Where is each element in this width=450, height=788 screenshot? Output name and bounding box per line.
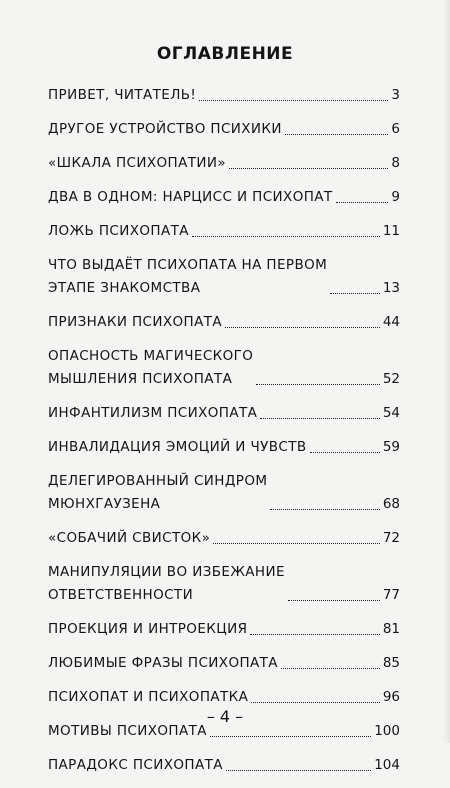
toc-page-number: 11 bbox=[382, 223, 400, 239]
dot-leader bbox=[229, 168, 388, 169]
toc-page-number: 9 bbox=[391, 189, 400, 205]
toc-page-number: 77 bbox=[382, 587, 400, 603]
toc-entry[interactable] bbox=[48, 561, 400, 607]
dot-leader bbox=[260, 418, 380, 419]
dot-leader bbox=[256, 384, 379, 385]
dot-leader bbox=[250, 634, 379, 635]
toc-page-number: 44 bbox=[382, 314, 400, 330]
toc-page-number: 85 bbox=[382, 655, 400, 671]
toc-entry[interactable] bbox=[48, 254, 400, 300]
dot-leader bbox=[199, 100, 388, 101]
toc-entry-title: ЧТО ВЫДАЁТ ПСИХОПАТА НА ПЕРВОМ ЭТАПЕ ЗНАКОМСТВА bbox=[48, 257, 328, 296]
toc-page-number: 13 bbox=[382, 280, 400, 296]
toc-entry-title: «ШКАЛА ПСИХОПАТИИ» bbox=[48, 155, 227, 171]
toc-page-number: 100 bbox=[374, 723, 400, 739]
toc-page-number: 104 bbox=[374, 757, 400, 773]
toc-entry-title: ЛЮБИМЫЕ ФРАЗЫ ПСИХОПАТА bbox=[48, 655, 278, 671]
dot-leader bbox=[251, 702, 380, 703]
toc-page-number: 54 bbox=[382, 405, 400, 421]
toc-entry-title: ПРИВЕТ, ЧИТАТЕЛЬ! bbox=[48, 87, 197, 103]
toc-entry[interactable] bbox=[48, 311, 400, 334]
toc-entry-title: ПСИХОПАТ И ПСИХОПАТКА bbox=[48, 689, 249, 705]
toc-entry-title: ЛОЖЬ ПСИХОПАТА bbox=[48, 223, 189, 239]
toc-page-number: 6 bbox=[391, 121, 400, 137]
toc-entry[interactable] bbox=[48, 527, 400, 550]
toc-page-number: 52 bbox=[382, 371, 400, 387]
page-title: ОГЛАВЛЕНИЕ bbox=[156, 44, 294, 64]
toc-page-number: 96 bbox=[382, 689, 400, 705]
toc-entry-title: МОТИВЫ ПСИХОПАТА bbox=[48, 723, 207, 739]
toc-entry-title: МАНИПУЛЯЦИИ ВО ИЗБЕЖАНИЕ ОТВЕТСТВЕННОСТИ bbox=[48, 564, 285, 603]
toc-entry[interactable] bbox=[48, 84, 400, 107]
toc-page-number: 81 bbox=[382, 621, 400, 637]
toc-page-number: 68 bbox=[382, 496, 400, 512]
dot-leader bbox=[192, 236, 380, 237]
toc-entry[interactable] bbox=[48, 345, 400, 391]
dot-leader bbox=[210, 736, 371, 737]
toc-entry[interactable] bbox=[48, 152, 400, 175]
toc-entry[interactable] bbox=[48, 436, 400, 459]
dot-leader bbox=[213, 543, 380, 544]
dot-leader bbox=[336, 202, 389, 203]
toc-entry-title: ПРОЕКЦИЯ И ИНТРОЕКЦИЯ bbox=[48, 621, 248, 637]
dot-leader bbox=[281, 668, 380, 669]
toc-page-number: 3 bbox=[391, 87, 400, 103]
dot-leader bbox=[226, 770, 371, 771]
toc-entry-title: ДРУГОЕ УСТРОЙСТВО ПСИХИКИ bbox=[48, 121, 282, 137]
toc-entry[interactable] bbox=[48, 652, 400, 675]
toc-page-number: 8 bbox=[391, 155, 400, 171]
toc-entry[interactable] bbox=[48, 618, 400, 641]
dot-leader bbox=[285, 134, 388, 135]
toc-entry[interactable] bbox=[48, 754, 400, 777]
toc-entry-title: ДВА В ОДНОМ: НАРЦИСС И ПСИХОПАТ bbox=[48, 189, 333, 205]
dot-leader bbox=[310, 452, 380, 453]
toc-entry-title: ИНФАНТИЛИЗМ ПСИХОПАТА bbox=[48, 405, 258, 421]
dot-leader bbox=[330, 293, 380, 294]
toc-entry-title: «СОБАЧИЙ СВИСТОК» bbox=[48, 530, 211, 546]
toc-entry-title: ДЕЛЕГИРОВАННЫЙ СИНДРОМ МЮНХГАУЗЕНА bbox=[48, 473, 268, 512]
toc-entry[interactable] bbox=[48, 118, 400, 141]
toc-entry[interactable] bbox=[48, 220, 400, 243]
toc-entry-title: ОПАСНОСТЬ МАГИЧЕСКОГО МЫШЛЕНИЯ ПСИХОПАТА bbox=[48, 348, 254, 387]
toc-entry[interactable] bbox=[48, 686, 400, 709]
toc-entry[interactable] bbox=[48, 470, 400, 516]
page-number-footer: – 4 – bbox=[206, 707, 244, 726]
dot-leader bbox=[288, 600, 380, 601]
toc-entry[interactable] bbox=[48, 186, 400, 209]
toc-page-number: 72 bbox=[382, 530, 400, 546]
dot-leader bbox=[225, 327, 380, 328]
toc-entry[interactable] bbox=[48, 402, 400, 425]
toc-entry-title: ИНВАЛИДАЦИЯ ЭМОЦИЙ И ЧУВСТВ bbox=[48, 439, 307, 455]
toc-entry-title: ПРИЗНАКИ ПСИХОПАТА bbox=[48, 314, 223, 330]
toc-entry-title: ПАРАДОКС ПСИХОПАТА bbox=[48, 757, 223, 773]
dot-leader bbox=[270, 509, 379, 510]
toc-page-number: 59 bbox=[382, 439, 400, 455]
table-of-contents bbox=[48, 84, 400, 788]
page-edge-shadow bbox=[442, 0, 450, 743]
